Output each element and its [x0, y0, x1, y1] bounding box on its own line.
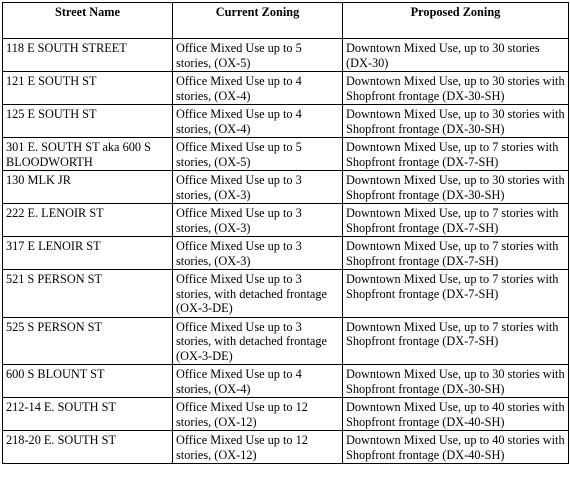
table-row: [3, 398, 569, 431]
current-zoning-cell: Office Mixed Use up to 4 stories, (OX-4): [173, 365, 343, 398]
current-zoning-cell: Office Mixed Use up to 5 stories, (OX-5): [173, 138, 343, 171]
proposed-zoning-cell: Downtown Mixed Use, up to 7 stories with Shopfront frontage (DX-7-SH): [343, 204, 569, 237]
street-name-cell: 118 E SOUTH STREET: [3, 39, 173, 72]
street-name-cell: 222 E. LENOIR ST: [3, 204, 173, 237]
street-name-cell: 317 E LENOIR ST: [3, 237, 173, 270]
street-name-cell: 121 E SOUTH ST: [3, 72, 173, 105]
table-header-row: [3, 3, 569, 39]
current-zoning-cell: Office Mixed Use up to 12 stories, (OX-12): [173, 398, 343, 431]
zoning-table: [2, 2, 569, 464]
table-row: [3, 138, 569, 171]
table-row: [3, 431, 569, 464]
street-name-cell: 525 S PERSON ST: [3, 317, 173, 365]
current-zoning-cell: Office Mixed Use up to 3 stories, (OX-3): [173, 204, 343, 237]
street-name-cell: 130 MLK JR: [3, 171, 173, 204]
proposed-zoning-cell: Downtown Mixed Use, up to 30 stories with Shopfront frontage (DX-30-SH): [343, 365, 569, 398]
street-name-cell: 521 S PERSON ST: [3, 270, 173, 318]
current-zoning-cell: Office Mixed Use up to 3 stories, with detached frontage (OX-3-DE): [173, 270, 343, 318]
street-name-cell: 125 E SOUTH ST: [3, 105, 173, 138]
proposed-zoning-cell: Downtown Mixed Use, up to 7 stories with Shopfront frontage (DX-7-SH): [343, 237, 569, 270]
current-zoning-cell: Office Mixed Use up to 4 stories, (OX-4): [173, 72, 343, 105]
table-row: [3, 204, 569, 237]
street-name-cell: 600 S BLOUNT ST: [3, 365, 173, 398]
table-row: [3, 270, 569, 318]
table-row: [3, 171, 569, 204]
proposed-zoning-cell: Downtown Mixed Use, up to 30 stories with Shopfront frontage (DX-30-SH): [343, 72, 569, 105]
header-street-name: Street Name: [3, 3, 173, 39]
table-row: [3, 72, 569, 105]
proposed-zoning-cell: Downtown Mixed Use, up to 7 stories with Shopfront frontage (DX-7-SH): [343, 270, 569, 318]
current-zoning-cell: Office Mixed Use up to 3 stories, (OX-3): [173, 171, 343, 204]
current-zoning-cell: Office Mixed Use up to 4 stories, (OX-4): [173, 105, 343, 138]
header-proposed-zoning: Proposed Zoning: [343, 3, 569, 39]
table-row: [3, 237, 569, 270]
street-name-cell: 212-14 E. SOUTH ST: [3, 398, 173, 431]
current-zoning-cell: Office Mixed Use up to 3 stories, with detached frontage (OX-3-DE): [173, 317, 343, 365]
proposed-zoning-cell: Downtown Mixed Use, up to 30 stories with Shopfront frontage (DX-30-SH): [343, 171, 569, 204]
proposed-zoning-cell: Downtown Mixed Use, up to 7 stories with Shopfront frontage (DX-7-SH): [343, 138, 569, 171]
header-current-zoning: Current Zoning: [173, 3, 343, 39]
current-zoning-cell: Office Mixed Use up to 12 stories, (OX-12): [173, 431, 343, 464]
proposed-zoning-cell: Downtown Mixed Use, up to 30 stories (DX-30): [343, 39, 569, 72]
current-zoning-cell: Office Mixed Use up to 5 stories, (OX-5): [173, 39, 343, 72]
proposed-zoning-cell: Downtown Mixed Use, up to 40 stories with Shopfront frontage (DX-40-SH): [343, 398, 569, 431]
street-name-cell: 218-20 E. SOUTH ST: [3, 431, 173, 464]
proposed-zoning-cell: Downtown Mixed Use, up to 7 stories with Shopfront frontage (DX-7-SH): [343, 317, 569, 365]
street-name-cell: 301 E. SOUTH ST aka 600 S BLOODWORTH: [3, 138, 173, 171]
proposed-zoning-cell: Downtown Mixed Use, up to 40 stories with Shopfront frontage (DX-40-SH): [343, 431, 569, 464]
current-zoning-cell: Office Mixed Use up to 3 stories, (OX-3): [173, 237, 343, 270]
table-row: [3, 39, 569, 72]
table-row: [3, 365, 569, 398]
table-row: [3, 317, 569, 365]
table-row: [3, 105, 569, 138]
proposed-zoning-cell: Downtown Mixed Use, up to 30 stories with Shopfront frontage (DX-30-SH): [343, 105, 569, 138]
